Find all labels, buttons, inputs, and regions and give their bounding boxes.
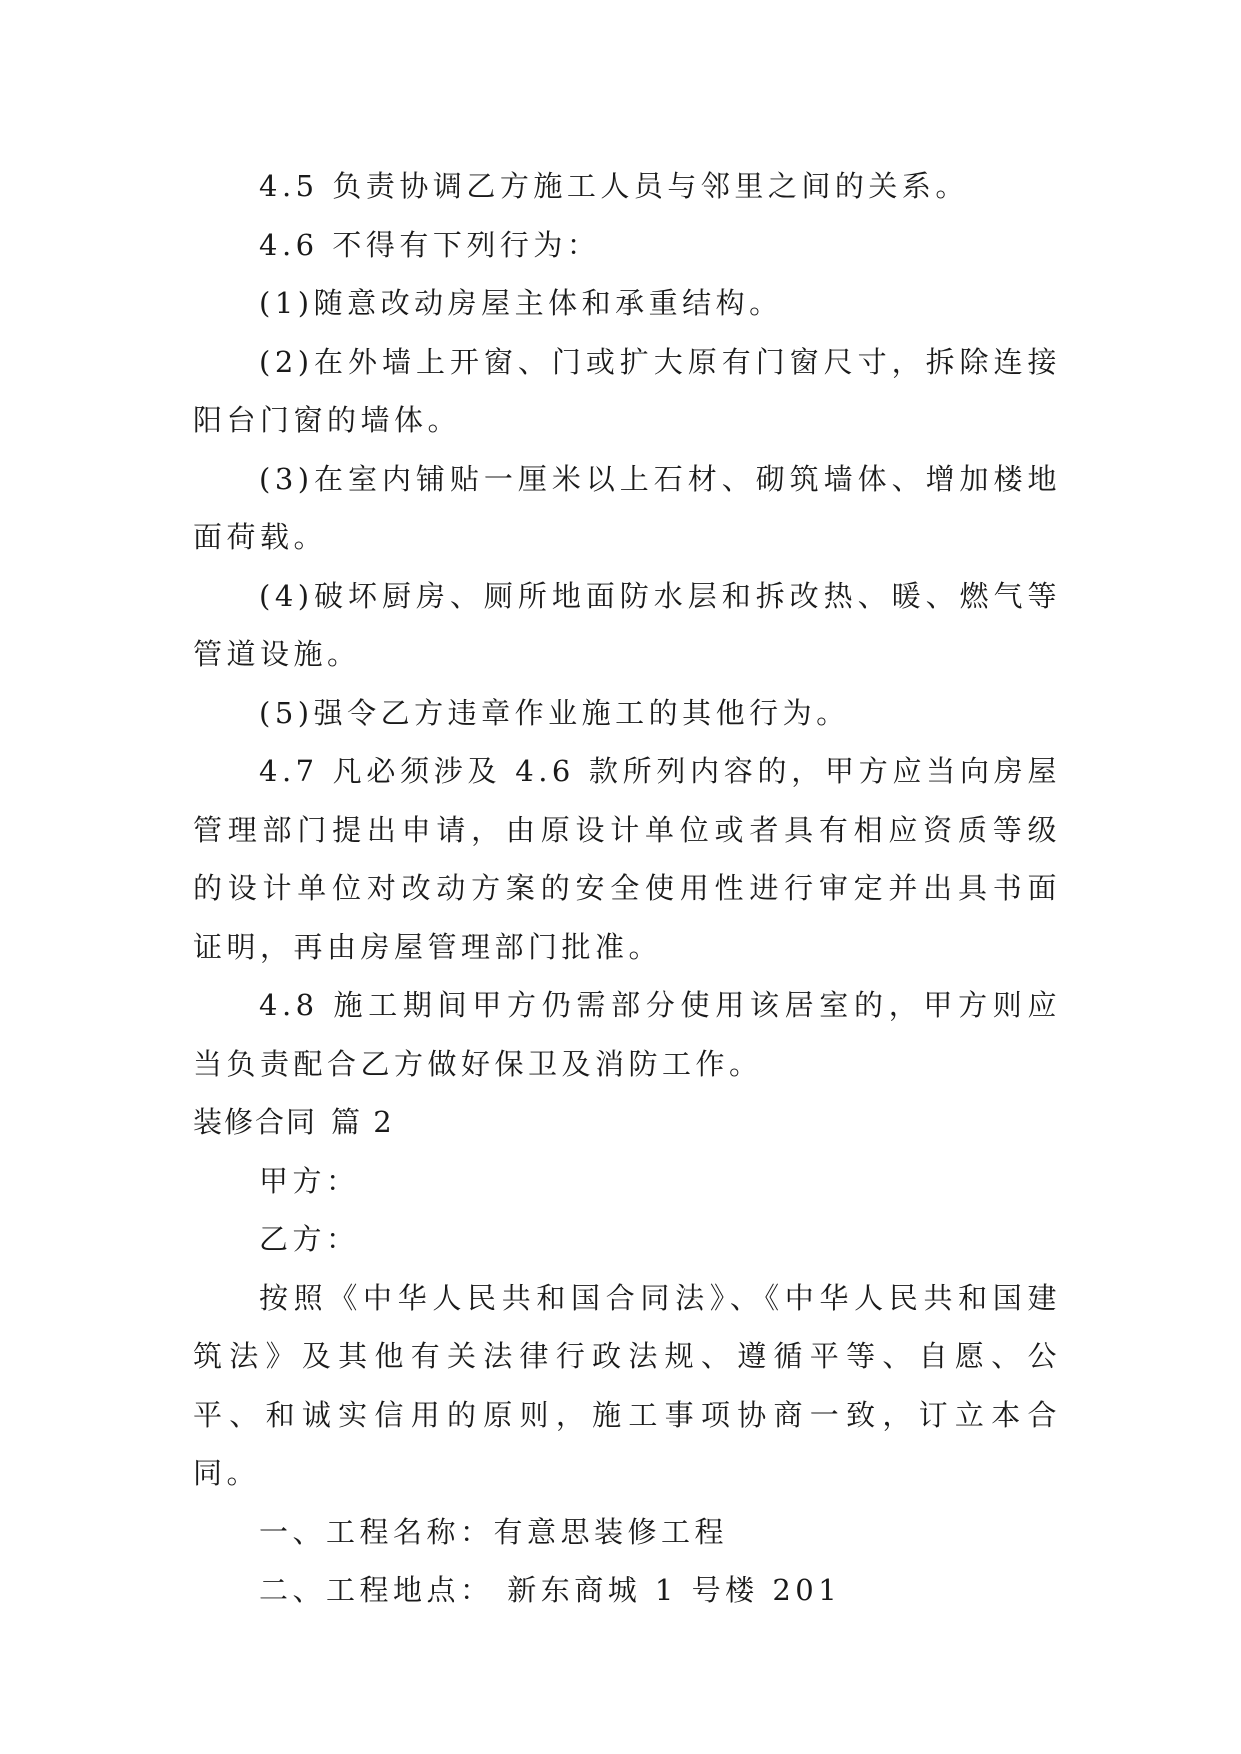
paragraph-4-7: 4.7 凡必须涉及 4.6 款所列内容的，甲方应当向房屋管理部门提出申请，由原设计单位或者具有相应资质等级的设计单位对改动方案的安全使用性进行审定并出具书面证明，再由房屋管理部门批准。 bbox=[193, 754, 1061, 964]
list-item-4: (4)破坏厨房、厕所地面防水层和拆改热、暖、燃气等管道设施。 bbox=[193, 578, 1061, 671]
heading-title: 装修合同 bbox=[193, 1105, 318, 1139]
paragraph-4-6: 4.6 不得有下列行为： bbox=[259, 227, 601, 262]
list-item-5: (5)强令乙方违章作业施工的其他行为。 bbox=[259, 695, 850, 730]
paragraph-4-5: 4.5 负责协调乙方施工人员与邻里之间的关系。 bbox=[259, 169, 969, 203]
document-body bbox=[193, 157, 1061, 1620]
party-b-line: 乙方： bbox=[259, 1222, 360, 1256]
list-item-3: (3)在室内铺贴一厘米以上石材、砌筑墙体、增加楼地面荷载。 bbox=[193, 461, 1061, 554]
section-heading bbox=[193, 1093, 1061, 1152]
party-a-line: 甲方： bbox=[259, 1163, 360, 1198]
project-location-line: 二、工程地点： 新东商城 1 号楼 201 bbox=[259, 1573, 842, 1607]
paragraph-4-8: 4.8 施工期间甲方仍需部分使用该居室的，甲方则应当负责配合乙方做好保卫及消防工作。 bbox=[193, 988, 1061, 1081]
list-item-2: (2)在外墙上开窗、门或扩大原有门窗尺寸，拆除连接阳台门窗的墙体。 bbox=[193, 344, 1061, 437]
list-item-1: (1)随意改动房屋主体和承重结构。 bbox=[259, 286, 783, 320]
project-name-line: 一、工程名称：有意思装修工程 bbox=[259, 1514, 729, 1549]
preamble-paragraph: 按照《中华人民共和国合同法》、《中华人民共和国建筑法》及其他有关法律行政法规、遵循平等、自愿、公平、和诚实信用的原则，施工事项协商一致，订立本合同。 bbox=[193, 1280, 1061, 1490]
heading-part: 篇 2 bbox=[331, 1105, 394, 1139]
